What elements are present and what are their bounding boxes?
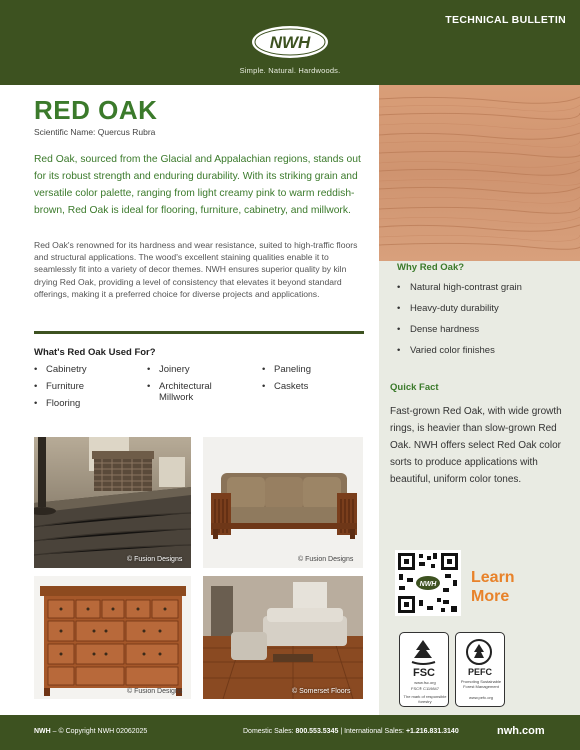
intro-paragraph: Red Oak, sourced from the Glacial and Appalachian regions, stands out for its robust strength and enduring durability. With its striking grain and versatile color palette, ranging from light creamy pink to warm reddish-brown, Red Oak is ideal for flooring, furniture, cabinetry, and millwork. bbox=[34, 154, 361, 216]
photo-credit: © Somerset Floors bbox=[292, 688, 351, 695]
header-bar bbox=[0, 0, 580, 85]
list-item: • Cabinetry bbox=[34, 364, 87, 375]
fsc-code: FSC® C119847 bbox=[411, 686, 439, 691]
uses-list-col1 bbox=[34, 364, 87, 415]
uses-list-col2 bbox=[147, 364, 247, 409]
tagline: Simple. Natural. Hardwoods. bbox=[239, 66, 341, 75]
intl-label: | International Sales: bbox=[340, 728, 405, 735]
list-item: • Flooring bbox=[34, 398, 87, 409]
website-link[interactable]: nwh.com bbox=[497, 725, 545, 737]
uses-heading: What's Red Oak Used For? bbox=[34, 347, 156, 358]
list-item: • Furniture bbox=[34, 381, 87, 392]
footer-copyright bbox=[34, 728, 147, 735]
footer-copyright-text: – © Copyright NWH 02062025 bbox=[52, 728, 148, 735]
scientific-name: Scientific Name: Quercus Rubra bbox=[34, 127, 156, 137]
why-heading: Why Red Oak? bbox=[397, 262, 465, 273]
footer-sales bbox=[243, 728, 459, 735]
qr-code[interactable] bbox=[395, 550, 461, 616]
list-item: • Caskets bbox=[262, 381, 311, 392]
list-item: • Natural high-contrast grain bbox=[397, 282, 522, 303]
intl-phone[interactable]: +1.216.831.3140 bbox=[405, 728, 459, 735]
photo-living-room bbox=[203, 576, 363, 699]
learn-more-link[interactable] bbox=[471, 568, 515, 606]
pefc-tree-icon bbox=[456, 636, 503, 670]
domestic-label: Domestic Sales: bbox=[243, 728, 294, 735]
photo-credit: © Fusion Designs bbox=[127, 688, 183, 695]
photo-credit: © Fusion Designs bbox=[298, 556, 354, 563]
list-item: • Paneling bbox=[262, 364, 311, 375]
uses-list-col3 bbox=[262, 364, 311, 398]
section-divider bbox=[34, 331, 364, 334]
qr-logo-text: NWH bbox=[419, 581, 437, 588]
learn-more-line2: More bbox=[471, 588, 510, 605]
photo-sofa bbox=[203, 437, 363, 568]
quick-fact-text: Fast-grown Red Oak, with wide growth rings, is heavier than slow-grown Red Oak. NWH offers select Red Oak color sorts to produce applications with beautiful, uniform color tones. bbox=[390, 406, 562, 485]
why-list bbox=[397, 282, 522, 366]
fsc-tagline: The mark of responsible forestry bbox=[403, 694, 447, 704]
list-item: • Joinery bbox=[147, 364, 247, 375]
body-paragraph: Red Oak's renowned for its hardness and wear resistance, suited to high-traffic floors and structural applications. The wood's excellent staining qualities enable it to seamlessly fit into a variety of decor themes. NWH ensures superior quality by kiln drying Red Oak, providing a level of consistency that elevates it beyond standard offerings, making it a preferred choice for diverse projects and applications. bbox=[34, 240, 358, 299]
bulletin-label: TECHNICAL BULLETIN bbox=[445, 14, 566, 26]
domestic-phone[interactable]: 800.553.5345 bbox=[295, 728, 339, 735]
photo-table bbox=[34, 437, 191, 568]
footer-brand: NWH bbox=[34, 728, 51, 735]
pefc-certification-badge bbox=[455, 632, 505, 707]
fsc-tree-icon bbox=[400, 636, 447, 670]
quick-fact-heading: Quick Fact bbox=[390, 382, 439, 393]
page-title: RED OAK bbox=[34, 95, 158, 125]
fsc-certification-badge bbox=[399, 632, 449, 707]
photo-credit: © Fusion Designs bbox=[127, 556, 183, 563]
fsc-label: FSC bbox=[413, 667, 435, 679]
logo-text: NWH bbox=[269, 33, 311, 52]
photo-dresser bbox=[34, 576, 191, 699]
learn-more-line1: Learn bbox=[471, 569, 515, 586]
list-item: • Varied color finishes bbox=[397, 345, 522, 366]
nwh-logo[interactable] bbox=[250, 24, 330, 60]
wood-sample-image bbox=[379, 85, 580, 261]
list-item: • Architectural Millwork bbox=[147, 381, 247, 403]
pefc-tagline: Promoting Sustainable Forest Management bbox=[460, 679, 502, 689]
pefc-url: www.pefc.org bbox=[468, 695, 493, 700]
list-item: • Dense hardness bbox=[397, 324, 522, 345]
list-item: • Heavy-duty durability bbox=[397, 303, 522, 324]
pefc-label: PEFC bbox=[467, 667, 492, 677]
fsc-url: www.fsc.org bbox=[414, 680, 436, 685]
footer-bar bbox=[0, 715, 580, 750]
